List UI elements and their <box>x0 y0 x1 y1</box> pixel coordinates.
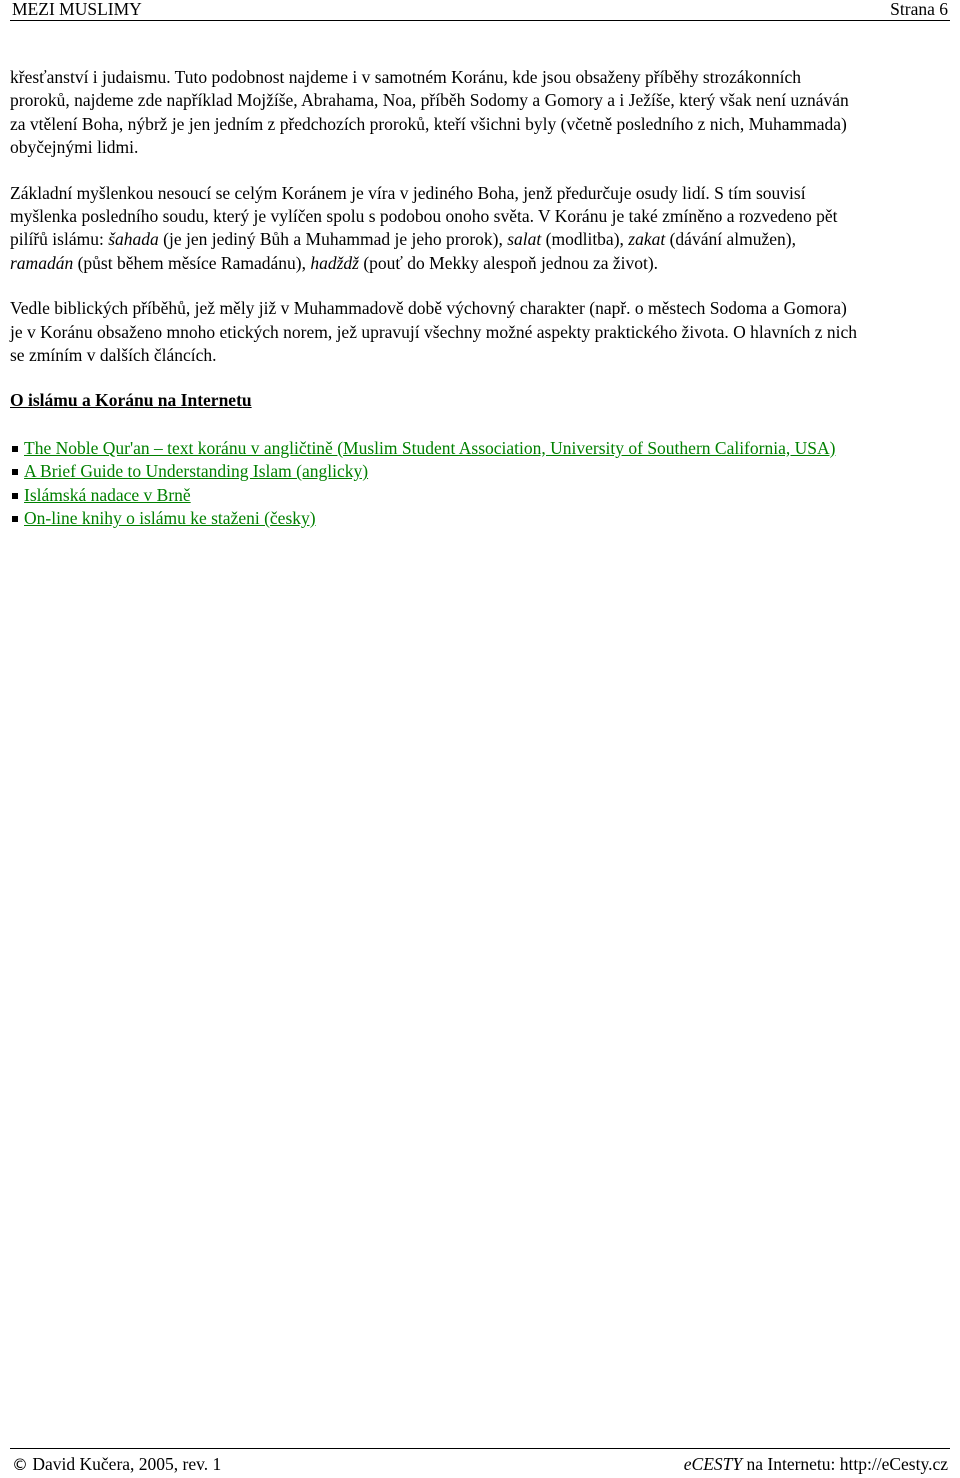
square-bullet-icon <box>12 469 18 475</box>
text-run: za vtělení Boha, nýbrž je jen jedním z předchozích proroků, kteří všichni byly (včetně posledního z nich, Muhammada) <box>10 113 847 134</box>
text-run: Základní myšlenkou nesoucí se celým Koránem je víra v jediného Boha, jenž předurčuje osudy lidí. S tím souvisí <box>10 182 806 203</box>
footer-site-brand: eCESTY <box>683 1454 743 1474</box>
link-list-item <box>10 507 950 530</box>
emphasis-term: šahada <box>108 229 159 250</box>
paragraph-line <box>10 136 950 159</box>
paragraph <box>10 66 950 160</box>
emphasis-term: hadždž <box>310 252 359 273</box>
text-run: myšlenka posledního soudu, který je vylíčen spolu s podobou onoho světa. V Koránu je také zmíněno a rozvedeno pět <box>10 206 838 227</box>
text-run: (pouť do Mekky alespoň jednou za život). <box>358 252 659 273</box>
paragraph <box>10 182 950 276</box>
square-bullet-icon <box>12 446 18 452</box>
text-run: obyčejnými lidmi. <box>10 137 139 158</box>
page-number: Strana 6 <box>890 0 948 19</box>
paragraph-line <box>10 228 950 251</box>
text-run: (dávání almužen), <box>665 229 796 250</box>
footer-site-url: na Internetu: http://eCesty.cz <box>742 1454 948 1474</box>
article-body <box>10 66 950 367</box>
resource-link[interactable]: The Noble Qur'an – text koránu v angličtině (Muslim Student Association, University of Southern California, USA) <box>24 437 836 458</box>
header-title: MEZI MUSLIMY <box>12 0 142 19</box>
paragraph <box>10 297 950 367</box>
paragraph-line <box>10 321 950 344</box>
footer-site <box>684 1451 948 1477</box>
resource-link[interactable]: A Brief Guide to Understanding Islam (anglicky) <box>24 461 369 482</box>
page-content <box>10 66 950 531</box>
link-list-item <box>10 437 950 460</box>
link-list-item <box>10 460 950 483</box>
link-list-item <box>10 484 950 507</box>
emphasis-term: zakat <box>628 229 666 250</box>
section-heading: O islámu a Koránu na Internetu <box>10 390 252 411</box>
paragraph-line <box>10 113 950 136</box>
paragraph-line <box>10 205 950 228</box>
text-run: (modlitba), <box>541 229 629 250</box>
resource-link[interactable]: Islámská nadace v Brně <box>24 484 191 505</box>
text-run: (půst během měsíce Ramadánu), <box>73 252 311 273</box>
text-run: Vedle biblických příběhů, jež měly již v Muhammadově době výchovný charakter (např. o městech Sodoma a Gomora) <box>10 298 847 319</box>
copyright-icon: © <box>12 1455 28 1474</box>
page-footer <box>10 1448 950 1475</box>
paragraph-line <box>10 344 950 367</box>
text-run: (je jen jediný Bůh a Muhammad je jeho prorok), <box>158 229 508 250</box>
emphasis-term: salat <box>507 229 542 250</box>
text-run: křesťanství i judaismu. Tuto podobnost najdeme i v samotném Koránu, kde jsou obsaženy příběhy strozákonních <box>10 67 801 87</box>
resource-link[interactable]: On-line knihy o islámu ke staženi (česky) <box>24 508 316 529</box>
paragraph-line <box>10 66 950 89</box>
footer-copyright <box>12 1451 221 1478</box>
emphasis-term: ramadán <box>10 252 74 273</box>
footer-author: David Kučera, 2005, rev. 1 <box>32 1454 222 1474</box>
paragraph-line <box>10 89 950 112</box>
link-list <box>10 437 950 531</box>
text-run: se zmíním v dalších článcích. <box>10 345 217 366</box>
text-run: je v Koránu obsaženo mnoho etických norem, jež upravují všechny možné aspekty praktického života. O hlavních z nich <box>10 321 858 342</box>
paragraph-line <box>10 252 950 275</box>
square-bullet-icon <box>12 516 18 522</box>
text-run: pilířů islámu: <box>10 229 109 250</box>
text-run: proroků, najdeme zde například Mojžíše, Abrahama, Noa, příběh Sodomy a Gomory a i Ježíše, který však není uznáván <box>10 90 849 111</box>
page-header <box>10 0 950 21</box>
paragraph-line <box>10 182 950 205</box>
square-bullet-icon <box>12 493 18 499</box>
paragraph-line <box>10 297 950 320</box>
